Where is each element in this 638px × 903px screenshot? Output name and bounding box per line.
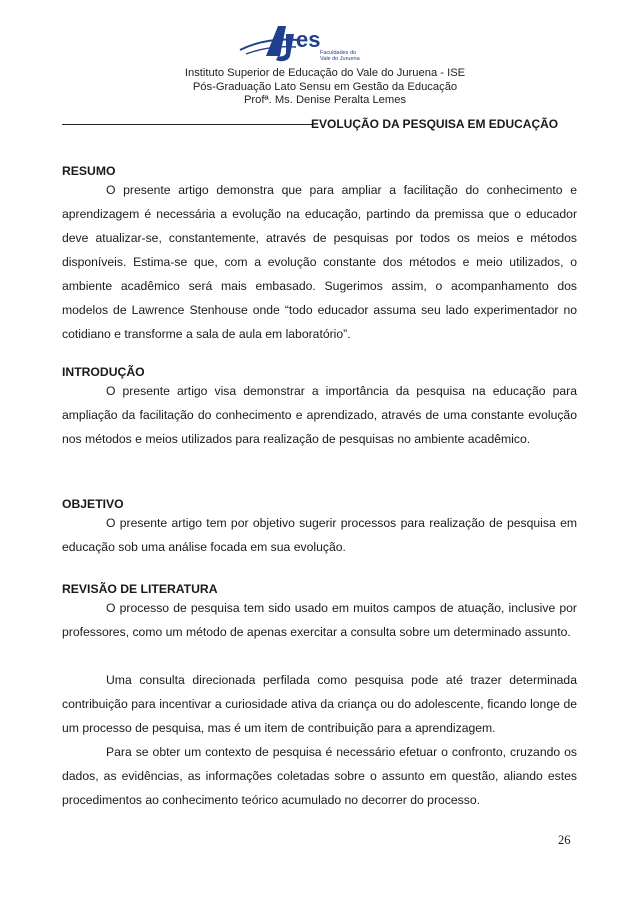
ajes-logo: [236, 20, 376, 64]
paragraph-text: Para se obter um contexto de pesquisa é necessário efetuar o confronto, cruzando os dados, as evidências, as informações coletadas sobre o assunto em questão, aliando estes procedimentos ao conhecimento teórico acumulado no decorrer do processo.: [62, 745, 577, 807]
paragraph-introducao: [62, 379, 577, 451]
section-heading-revisao: REVISÃO DE LITERATURA: [62, 582, 218, 596]
logo-subtitle-1: Faculdades do: [320, 50, 357, 56]
program-line: Pós-Graduação Lato Sensu em Gestão da Educação: [192, 81, 458, 93]
title-rule: [62, 124, 312, 125]
section-heading-resumo: RESUMO: [62, 164, 116, 178]
logo-wordmark: es: [296, 27, 321, 52]
paragraph-text: O processo de pesquisa tem sido usado em muitos campos de atuação, inclusive por professores, como um método de apenas exercitar a consulta sobre um determinado assunto.: [62, 601, 577, 639]
professor-line: Profª. Ms. Denise Peralta Lemes: [243, 94, 407, 106]
logo-subtitle-2: Vale do Juruena: [320, 56, 360, 62]
paragraph-resumo: [62, 178, 577, 346]
paragraph-revisao-3: [62, 740, 577, 812]
section-heading-introducao: INTRODUÇÃO: [62, 365, 145, 379]
paragraph-objetivo: [62, 511, 577, 559]
paragraph-revisao-2: [62, 668, 577, 740]
paragraph-text: O presente artigo tem por objetivo sugerir processos para realização de pesquisa em educação sob uma análise focada em sua evolução.: [62, 516, 577, 554]
running-title: EVOLUÇÃO DA PESQUISA EM EDUCAÇÃO: [311, 117, 559, 131]
paragraph-text: O presente artigo demonstra que para ampliar a facilitação do conhecimento e aprendizagem é necessária a evolução na educação, partindo da premissa que o educador deve atualizar-se, constantemente, através de pesquisas por todos os meios e métodos disponíveis. Estima-se que, com a evolução constante dos métodos e meio utilizados, o ambiente acadêmico será mais embasado. Sugerimos assim, o acompanhamento dos modelos de Lawrence Stenhouse onde “todo educador assuma seu lado experimentador no cotidiano e transforme a sala de aula em laboratório”.: [62, 183, 577, 341]
institution-line: Instituto Superior de Educação do Vale do Juruena - ISE: [184, 67, 466, 79]
paragraph-revisao-1: [62, 596, 577, 644]
paragraph-text: Uma consulta direcionada perfilada como pesquisa pode até trazer determinada contribuição para incentivar a curiosidade ativa da criança ou do adolescente, ficando longe de um processo de pesquisa, mas é um item de contribuição para a aprendizagem.: [62, 673, 577, 735]
section-heading-objetivo: OBJETIVO: [62, 497, 124, 511]
page-number: 26: [558, 833, 571, 847]
paragraph-text: O presente artigo visa demonstrar a importância da pesquisa na educação para ampliação da facilitação do conhecimento e aprendizado, através de uma constante evolução nos métodos e meios utilizados para realização de pesquisas no ambiente acadêmico.: [62, 384, 577, 446]
